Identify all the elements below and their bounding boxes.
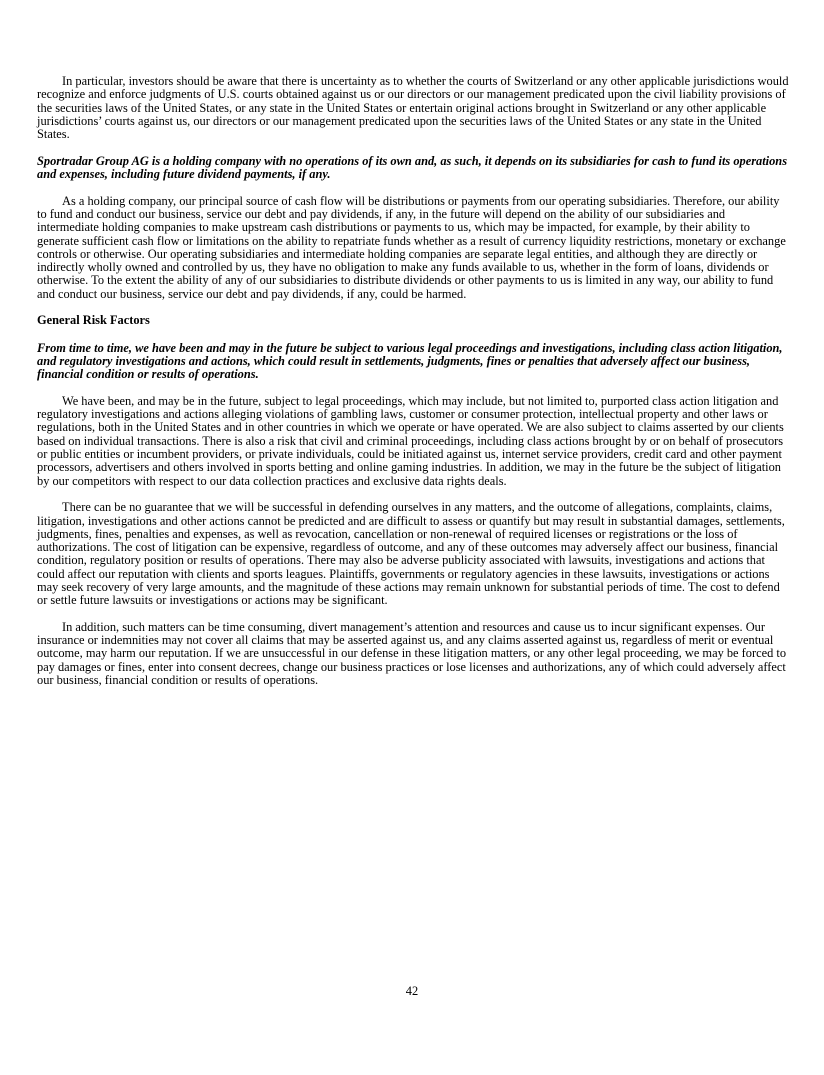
page-number: 42	[405, 984, 419, 998]
paragraph-litigation-outcomes: There can be no guarantee that we will be successful in defending ourselves in any matters, and the outcome of allegations, complaints, claims, litigation, investigations and other actions cannot be predicted and are difficult to assess or quantify but may result in substantial damages, settlements, judgments, fines, penalties and expenses, as well as revocation, cancellation or non-renewal of required licenses or registrations or the loss of authorizations. The cost of litigation can be expensive, regardless of outcome, and any of these outcomes may adversely affect our business, financial condition, regulatory position or results of operations. There may also be adverse publicity associated with lawsuits, investigations and actions that could affect our reputation with clients and sports leagues. Plaintiffs, governments or regulatory agencies in these lawsuits, investigations or actions may seek recovery of very large amounts, and the magnitude of these actions may remain unknown for substantial periods of time. The cost to defend or settle future lawsuits or investigations or actions may be significant.	[37, 500, 785, 608]
paragraph-holding-company: As a holding company, our principal source of cash flow will be distributions or payments from our operating subsidiaries. Therefore, our ability to fund and conduct our business, service our debt and pay dividends, if any, in the future will depend on the ability of our subsidiaries and intermediate holding companies to make upstream cash distributions or payments to us, which may be impacted, for example, by their ability to generate sufficient cash flow or limitations on the ability to repatriate funds whether as a result of currency liquidity restrictions, monetary or exchange controls or otherwise. Our operating subsidiaries and intermediate holding companies are separate legal entities, and although they are directly or indirectly wholly owned and controlled by us, they have no obligation to make any funds available to us, whether in the form of loans, dividends or otherwise. To the extent the ability of any of our subsidiaries to distribute dividends or other payments to us is limited in any way, our ability to fund and conduct our business, service our debt and pay dividends, if any, could be harmed.	[37, 193, 786, 301]
section-heading-general-risk-factors: General Risk Factors	[37, 313, 150, 328]
paragraph-litigation-costs: In addition, such matters can be time consuming, divert management’s attention and resources and cause us to incur significant expenses. Our insurance or indemnities may not cover all claims that may be asserted against us, and any claims asserted against us, regardless of merit or eventual outcome, may harm our reputation. If we are unsuccessful in our defense in these litigation matters, or any other legal proceeding, we may be forced to pay damages or fines, enter into consent decrees, change our business practices or lose licenses and authorizations, any of which could adversely affect our business, financial condition or results of operations.	[37, 619, 787, 688]
document-page	[37, 75, 789, 701]
risk-factor-heading-holding-company: Sportradar Group AG is a holding company with no operations of its own and, as such, it depends on its subsidiaries for cash to fund its operations and expenses, including future dividend payments, if any.	[37, 153, 788, 182]
risk-factor-heading-legal-proceedings: From time to time, we have been and may in the future be subject to various legal proceedings and investigations, including class action litigation, and regulatory investigations and actions, which could result in settlements, judgments, fines or penalties that adversely affect our business, financial condition or results of operations.	[37, 340, 783, 382]
paragraph-legal-proceedings: We have been, and may be in the future, subject to legal proceedings, which may include, but not limited to, purported class action litigation and regulatory investigations and actions alleging violations of gambling laws, customer or consumer protection, intellectual property and other laws or regulations, both in the United States and in other countries in which we operate or have operated. We are also subject to claims asserted by our clients based on individual transactions. There is also a risk that civil and criminal proceedings, including class actions brought by or on behalf of prosecutors or public entities or incumbent providers, or private individuals, could be initiated against us, internet service providers, credit card and other payment processors, advertisers and others involved in sports betting and online gaming industries. In addition, we may in the future be the subject of litigation by our competitors with respect to our data collection practices and exclusive data rights deals.	[37, 393, 784, 488]
paragraph-enforcement-of-judgments: In particular, investors should be aware that there is uncertainty as to whether the courts of Switzerland or any other applicable jurisdictions would recognize and enforce judgments of U.S. courts obtained against us or our directors or our management predicated upon the civil liability provisions of the securities laws of the United States, or any state in the United States or entertain original actions brought in Switzerland or any other applicable jurisdictions’ courts against us, our directors or our management predicated upon the securities laws of the United States or any state in the United States.	[37, 74, 789, 142]
